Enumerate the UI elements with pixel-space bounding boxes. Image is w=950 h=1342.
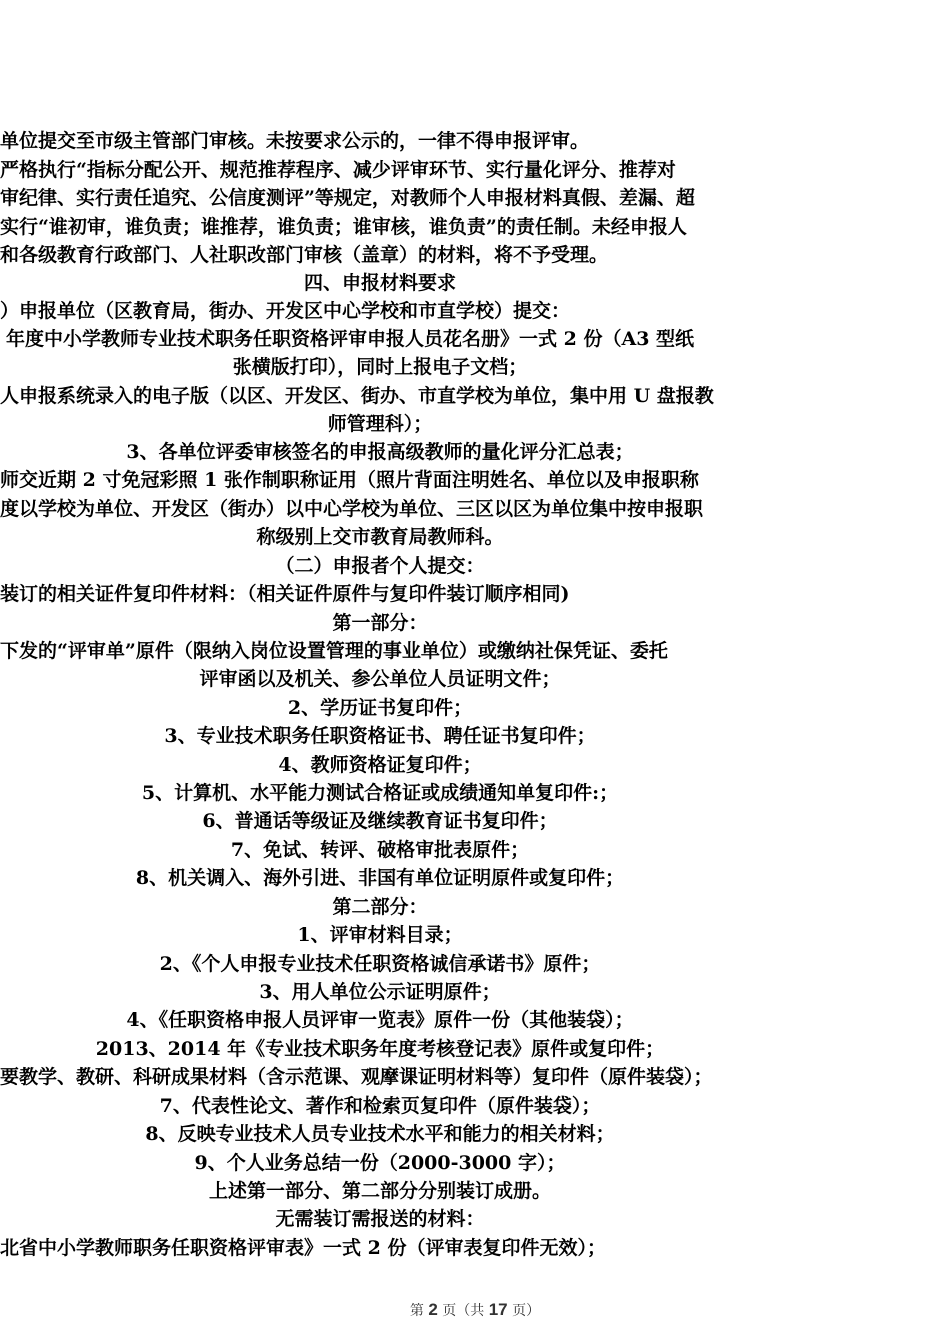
list-item: 5、计算机、水平能力测试合格证或成绩通知单复印件:； [141, 782, 619, 804]
subsection-heading: 第一部分： [332, 612, 428, 634]
text-line: 张横版打印），同时上报电子文档； [232, 356, 528, 378]
section-heading: 四、申报材料要求 [303, 272, 456, 294]
list-item: 4、《任职资格申报人员评审一览表》原件一份（其他装袋）； [126, 1009, 634, 1031]
list-item: 1、评审材料目录； [297, 924, 463, 946]
list-item: 3、用人单位公示证明原件； [259, 981, 501, 1003]
text-line: 实行“谁初审，谁负责；谁推荐，谁负责；谁审核，谁负责”的责任制。未经申报人 [0, 216, 687, 238]
subsection-heading: 无需装订需报送的材料： [275, 1208, 485, 1230]
text-line: 度以学校为单位、开发区（街办）以中心学校为单位、三区以区为单位集中按申报职 [0, 498, 704, 520]
text-line: ）申报单位（区教育局，街办、开发区中心学校和市直学校）提交： [0, 300, 571, 322]
text-line: 年度中小学教师专业技术职务任职资格评审申报人员花名册》一式 2 份（A3 型纸 [6, 328, 695, 350]
list-item: 4、教师资格证复印件； [278, 754, 482, 776]
text-line: 装订的相关证件复印件材料：（相关证件原件与复印件装订顺序相同) [0, 583, 570, 605]
list-item: 7、代表性论文、著作和检索页复印件（原件装袋）； [159, 1095, 601, 1117]
text-line: 师管理科）； [327, 413, 433, 435]
footer-middle: 页（共 [442, 1303, 485, 1319]
list-item: 2、学历证书复印件； [287, 697, 473, 719]
current-page-number: 2 [428, 1300, 438, 1319]
list-item: 6、普通话等级证及继续教育证书复印件； [202, 810, 558, 832]
text-line: 北省中小学教师职务任职资格评审表》一式 2 份（评审表复印件无效）； [0, 1237, 606, 1259]
text-line: 上述第一部分、第二部分分别装订成册。 [208, 1180, 551, 1202]
list-item: 要教学、教研、科研成果材料（含示范课、观摩课证明材料等）复印件（原件装袋）； [0, 1066, 713, 1088]
text-line: 下发的“评审单”原件（限纳入岗位设置管理的事业单位）或缴纳社保凭证、委托 [0, 640, 668, 662]
text-line: 严格执行“指标分配公开、规范推荐程序、减少评审环节、实行量化评分、推荐对 [0, 159, 676, 181]
text-line: 人申报系统录入的电子版（以区、开发区、街办、市直学校为单位，集中用 U 盘报教 [0, 385, 714, 407]
list-item: 2、《个人申报专业技术任职资格诚信承诺书》原件； [159, 953, 601, 975]
list-item: 9、个人业务总结一份（2000-3000 字）； [194, 1152, 566, 1174]
footer-prefix: 第 [409, 1303, 424, 1319]
text-line: 评审函以及机关、参公单位人员证明文件； [199, 668, 561, 690]
total-page-count: 17 [488, 1300, 508, 1319]
list-item: 7、免试、转评、破格审批表原件； [230, 839, 530, 861]
text-line: 和各级教育行政部门、人社职改部门审核（盖章）的材料，将不予受理。 [0, 244, 609, 266]
text-line: 3、各单位评委审核签名的申报高级教师的量化评分汇总表； [126, 441, 634, 463]
text-line: 称级别上交市教育局教师科。 [256, 526, 504, 548]
section-heading: （二）申报者个人提交： [275, 555, 485, 577]
list-item: 8、机关调入、海外引进、非国有单位证明原件或复印件； [135, 867, 625, 889]
subsection-heading: 第二部分： [332, 896, 428, 918]
text-line: 审纪律、实行责任追究、公信度测评”等规定，对教师个人申报材料真假、差漏、超 [0, 187, 695, 209]
list-item: 2013、2014 年《专业技术职务年度考核登记表》原件或复印件； [95, 1038, 665, 1060]
page-footer [0, 1300, 950, 1321]
footer-suffix: 页） [512, 1303, 541, 1319]
text-line: 单位提交至市级主管部门审核。未按要求公示的，一律不得申报评审。 [0, 130, 590, 152]
text-line: 师交近期 2 寸免冠彩照 1 张作制职称证用（照片背面注明姓名、单位以及申报职称 [0, 469, 699, 491]
list-item: 3、专业技术职务任职资格证书、聘任证书复印件； [164, 725, 596, 747]
list-item: 8、反映专业技术人员专业技术水平和能力的相关材料； [145, 1123, 615, 1145]
